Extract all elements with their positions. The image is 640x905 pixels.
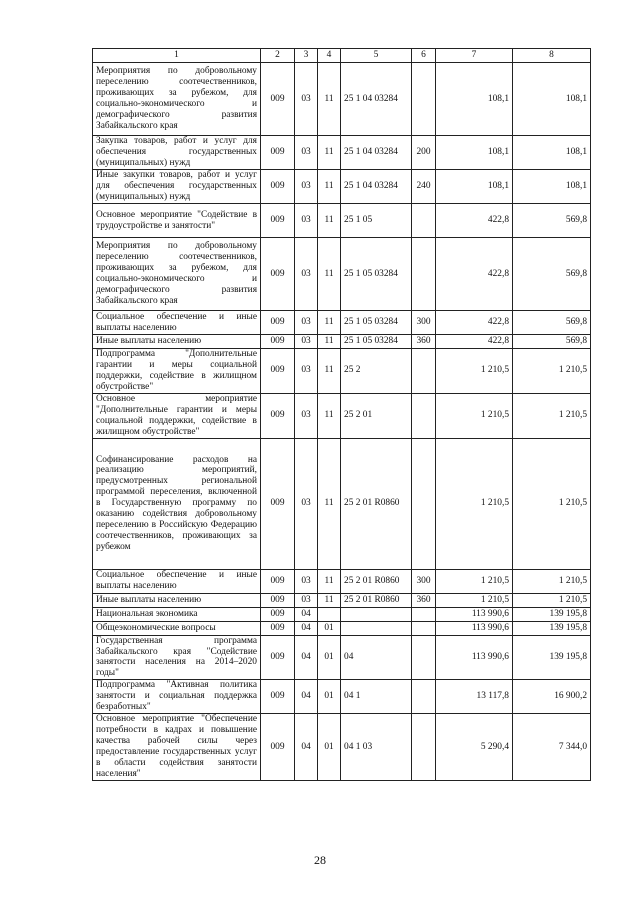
- row-code-section: 04: [295, 621, 318, 635]
- row-code-subsection: 11: [318, 170, 341, 204]
- row-value-col7: 1 210,5: [436, 569, 513, 593]
- header-row: [93, 49, 591, 63]
- row-code-section: 03: [295, 569, 318, 593]
- row-code-subsection: 11: [318, 569, 341, 593]
- row-code-subsection: 11: [318, 335, 341, 349]
- row-value-col8: 569,8: [513, 311, 591, 335]
- row-name: Подпрограмма "Дополнительные гарантии и меры социальной поддержки, содействие в жилищном обустройстве": [93, 349, 261, 394]
- row-code-target: 25 2 01 R0860: [341, 438, 412, 569]
- row-code-section: 03: [295, 63, 318, 136]
- row-name: Социальное обеспечение и иные выплаты населению: [93, 569, 261, 593]
- row-code-admin: 009: [261, 607, 295, 621]
- row-value-col8: 1 210,5: [513, 569, 591, 593]
- row-code-target: 04 1 03: [341, 714, 412, 780]
- row-code-section: 03: [295, 204, 318, 238]
- row-value-col8: 108,1: [513, 170, 591, 204]
- row-code-section: 04: [295, 607, 318, 621]
- row-code-section: 03: [295, 349, 318, 394]
- column-header: 1: [93, 49, 261, 63]
- table-row: [93, 593, 591, 607]
- table-row: [93, 438, 591, 569]
- row-value-col8: 1 210,5: [513, 393, 591, 438]
- row-value-col7: 108,1: [436, 63, 513, 136]
- row-name: Основное мероприятие "Содействие в трудоустройстве и занятости": [93, 204, 261, 238]
- row-code-expense-type: [412, 635, 436, 680]
- row-code-admin: 009: [261, 680, 295, 714]
- row-code-admin: 009: [261, 238, 295, 311]
- row-value-col7: 108,1: [436, 170, 513, 204]
- row-value-col7: 1 210,5: [436, 593, 513, 607]
- row-code-subsection: 11: [318, 438, 341, 569]
- column-header: 4: [318, 49, 341, 63]
- row-name: Национальная экономика: [93, 607, 261, 621]
- row-code-target: [341, 621, 412, 635]
- row-code-admin: 009: [261, 393, 295, 438]
- row-code-target: 25 1 04 03284: [341, 63, 412, 136]
- row-code-subsection: 01: [318, 621, 341, 635]
- row-code-admin: 009: [261, 349, 295, 394]
- row-code-admin: 009: [261, 136, 295, 170]
- row-code-expense-type: 360: [412, 335, 436, 349]
- table-row: [93, 238, 591, 311]
- row-value-col8: 139 195,8: [513, 607, 591, 621]
- page-number: 28: [314, 853, 326, 867]
- row-value-col7: 422,8: [436, 335, 513, 349]
- row-value-col8: 108,1: [513, 136, 591, 170]
- row-code-subsection: 01: [318, 635, 341, 680]
- row-code-subsection: 11: [318, 136, 341, 170]
- row-code-subsection: 01: [318, 714, 341, 780]
- row-code-target: 25 1 05: [341, 204, 412, 238]
- row-code-section: 04: [295, 635, 318, 680]
- column-header: 8: [513, 49, 591, 63]
- row-code-section: 03: [295, 593, 318, 607]
- row-name: Иные выплаты населению: [93, 335, 261, 349]
- row-code-subsection: 11: [318, 349, 341, 394]
- row-code-section: 03: [295, 335, 318, 349]
- table-row: [93, 311, 591, 335]
- row-code-admin: 009: [261, 621, 295, 635]
- row-code-expense-type: 240: [412, 170, 436, 204]
- row-code-section: 04: [295, 680, 318, 714]
- row-code-expense-type: 360: [412, 593, 436, 607]
- row-code-expense-type: [412, 63, 436, 136]
- row-code-admin: 009: [261, 204, 295, 238]
- row-code-expense-type: 300: [412, 311, 436, 335]
- row-name: Подпрограмма "Активная политика занятости и социальная поддержка безработных": [93, 680, 261, 714]
- row-value-col7: 113 990,6: [436, 607, 513, 621]
- table-row: [93, 680, 591, 714]
- row-code-expense-type: [412, 714, 436, 780]
- row-code-admin: 009: [261, 635, 295, 680]
- row-value-col7: 422,8: [436, 204, 513, 238]
- row-code-section: 04: [295, 714, 318, 780]
- row-name: Социальное обеспечение и иные выплаты населению: [93, 311, 261, 335]
- table-row: [93, 136, 591, 170]
- row-code-admin: 009: [261, 593, 295, 607]
- row-value-col8: 1 210,5: [513, 438, 591, 569]
- row-name: Государственная программа Забайкальского края "Содействие занятости населения на 2014–2020 годы": [93, 635, 261, 680]
- table-row: [93, 621, 591, 635]
- row-code-admin: 009: [261, 714, 295, 780]
- row-code-admin: 009: [261, 311, 295, 335]
- row-code-target: [341, 607, 412, 621]
- row-value-col8: 108,1: [513, 63, 591, 136]
- row-code-section: 03: [295, 238, 318, 311]
- table-row: [93, 335, 591, 349]
- row-name: Мероприятия по добровольному переселению соотечественников, проживающих за рубежом, для социально-экономического и демографического развития Забайкальского края: [93, 63, 261, 136]
- table-row: [93, 63, 591, 136]
- row-code-expense-type: [412, 438, 436, 569]
- column-header: 3: [295, 49, 318, 63]
- row-value-col8: 16 900,2: [513, 680, 591, 714]
- row-code-section: 03: [295, 438, 318, 569]
- row-name: Софинансирование расходов на реализацию мероприятий, предусмотренных региональной программой переселения, включенной в Государственную программу по оказанию содействия добровольному переселению в Российскую Федерацию соотечественников, проживающих за рубежом: [93, 438, 261, 569]
- row-name: Общеэкономические вопросы: [93, 621, 261, 635]
- row-name: Основное мероприятие "Обеспечение потребности в кадрах и повышение качества рабочей силы через предоставление государственных услуг в области содействия занятости населения": [93, 714, 261, 780]
- row-code-target: 25 1 04 03284: [341, 136, 412, 170]
- row-code-section: 03: [295, 393, 318, 438]
- row-code-expense-type: [412, 607, 436, 621]
- row-code-target: 25 1 05 03284: [341, 311, 412, 335]
- table-row: [93, 204, 591, 238]
- column-header: 5: [341, 49, 412, 63]
- row-code-subsection: 11: [318, 593, 341, 607]
- row-value-col7: 13 117,8: [436, 680, 513, 714]
- row-value-col7: 113 990,6: [436, 635, 513, 680]
- row-value-col8: 139 195,8: [513, 621, 591, 635]
- row-code-target: 04: [341, 635, 412, 680]
- row-code-target: 04 1: [341, 680, 412, 714]
- row-code-admin: 009: [261, 438, 295, 569]
- row-code-expense-type: [412, 621, 436, 635]
- row-value-col7: 108,1: [436, 136, 513, 170]
- row-code-expense-type: [412, 238, 436, 311]
- table-row: [93, 349, 591, 394]
- row-value-col7: 422,8: [436, 238, 513, 311]
- row-code-target: 25 2 01 R0860: [341, 569, 412, 593]
- row-name: Мероприятия по добровольному переселению соотечественников, проживающих за рубежом, для социально-экономического и демографического развития Забайкальского края: [93, 238, 261, 311]
- row-code-section: 03: [295, 170, 318, 204]
- row-name: Иные выплаты населению: [93, 593, 261, 607]
- row-code-admin: 009: [261, 335, 295, 349]
- table-row: [93, 393, 591, 438]
- row-value-col8: 1 210,5: [513, 593, 591, 607]
- row-value-col7: 5 290,4: [436, 714, 513, 780]
- row-code-subsection: [318, 607, 341, 621]
- row-value-col8: 569,8: [513, 238, 591, 311]
- row-value-col8: 569,8: [513, 335, 591, 349]
- row-name: Иные закупки товаров, работ и услуг для обеспечения государственных (муниципальных) нужд: [93, 170, 261, 204]
- row-value-col8: 1 210,5: [513, 349, 591, 394]
- row-code-admin: 009: [261, 63, 295, 136]
- column-header: 7: [436, 49, 513, 63]
- column-header: 6: [412, 49, 436, 63]
- table-row: [93, 635, 591, 680]
- row-code-target: 25 2 01 R0860: [341, 593, 412, 607]
- row-code-target: 25 1 05 03284: [341, 238, 412, 311]
- budget-table: [92, 48, 591, 781]
- row-name: Закупка товаров, работ и услуг для обеспечения государственных (муниципальных) нужд: [93, 136, 261, 170]
- row-code-subsection: 01: [318, 680, 341, 714]
- row-code-target: 25 2: [341, 349, 412, 394]
- row-value-col8: 7 344,0: [513, 714, 591, 780]
- row-code-section: 03: [295, 136, 318, 170]
- table-row: [93, 569, 591, 593]
- row-code-expense-type: [412, 680, 436, 714]
- row-code-section: 03: [295, 311, 318, 335]
- row-value-col7: 1 210,5: [436, 393, 513, 438]
- row-code-subsection: 11: [318, 393, 341, 438]
- row-code-admin: 009: [261, 569, 295, 593]
- row-code-target: 25 1 05 03284: [341, 335, 412, 349]
- row-code-admin: 009: [261, 170, 295, 204]
- row-value-col7: 113 990,6: [436, 621, 513, 635]
- row-code-expense-type: [412, 393, 436, 438]
- row-code-expense-type: [412, 349, 436, 394]
- row-code-expense-type: 200: [412, 136, 436, 170]
- row-code-subsection: 11: [318, 238, 341, 311]
- row-code-subsection: 11: [318, 311, 341, 335]
- row-code-expense-type: [412, 204, 436, 238]
- row-code-target: 25 1 04 03284: [341, 170, 412, 204]
- row-code-expense-type: 300: [412, 569, 436, 593]
- row-value-col7: 1 210,5: [436, 349, 513, 394]
- table-row: [93, 714, 591, 780]
- row-name: Основное мероприятие "Дополнительные гарантии и меры социальной поддержки, содействие в жилищном обустройстве": [93, 393, 261, 438]
- table-row: [93, 607, 591, 621]
- row-value-col8: 569,8: [513, 204, 591, 238]
- row-value-col7: 422,8: [436, 311, 513, 335]
- row-code-subsection: 11: [318, 63, 341, 136]
- row-code-subsection: 11: [318, 204, 341, 238]
- row-code-target: 25 2 01: [341, 393, 412, 438]
- column-header: 2: [261, 49, 295, 63]
- row-value-col7: 1 210,5: [436, 438, 513, 569]
- table-row: [93, 170, 591, 204]
- row-value-col8: 139 195,8: [513, 635, 591, 680]
